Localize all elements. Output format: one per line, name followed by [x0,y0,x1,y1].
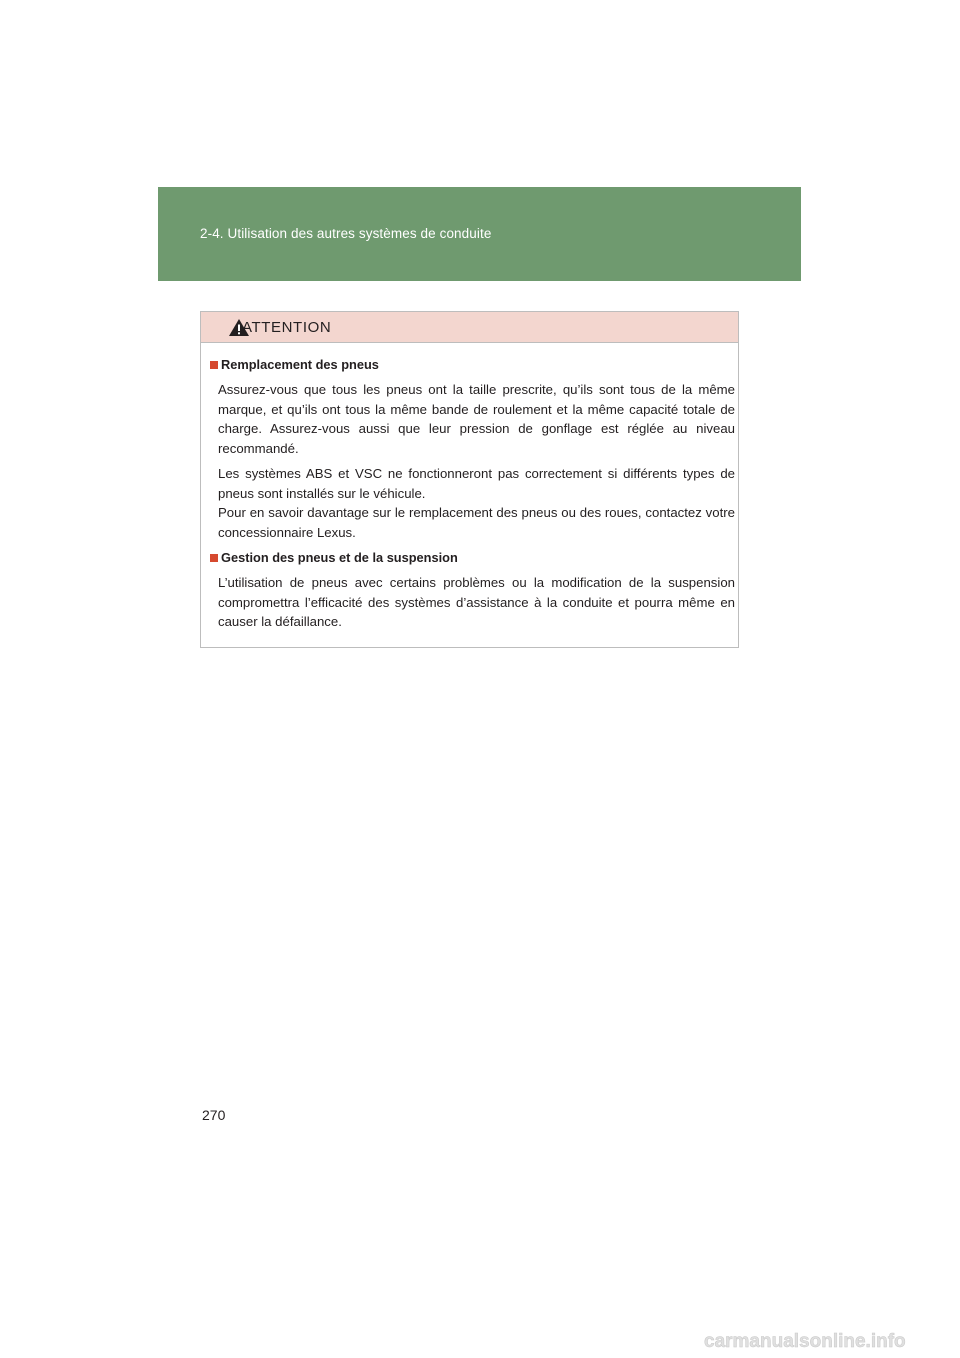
warning-header [201,312,738,343]
section-header-band [158,187,801,281]
warning-box [200,311,739,648]
bullet-square-icon [210,361,218,369]
paragraph: Les systèmes ABS et VSC ne fonctionneront pas correctement si différents types de pneus sont installés sur le véhicule. [218,466,735,501]
paragraph: Assurez-vous que tous les pneus ont la taille prescrite, qu’ils sont tous de la même marque, et qu’ils ont tous la même bande de roulement et la même capacité totale de charge. Assurez-vous aussi que leur pression de gonflage est réglée au niveau recommandé. [218,382,735,456]
section-title: 2-4. Utilisation des autres systèmes de conduite [200,226,492,241]
item-heading-tire-suspension: Gestion des pneus et de la suspension [210,548,738,568]
page-number: 270 [202,1107,226,1123]
item-heading-tire-replacement: Remplacement des pneus [210,355,738,375]
paragraph: Pour en savoir davantage sur le remplacement des pneus ou des roues, contactez votre concessionnaire Lexus. [218,505,735,540]
warning-title: ATTENTION [242,319,332,336]
bullet-square-icon [210,554,218,562]
svg-text:carmanualsonline.info: carmanualsonline.info [704,1331,906,1352]
paragraph: L’utilisation de pneus avec certains problèmes ou la modification de la suspension compromettra l’efficacité des systèmes d’assistance à la conduite et pourra même en causer la défaillance. [218,575,735,629]
warning-body [201,343,738,632]
watermark-logo [702,1326,942,1354]
